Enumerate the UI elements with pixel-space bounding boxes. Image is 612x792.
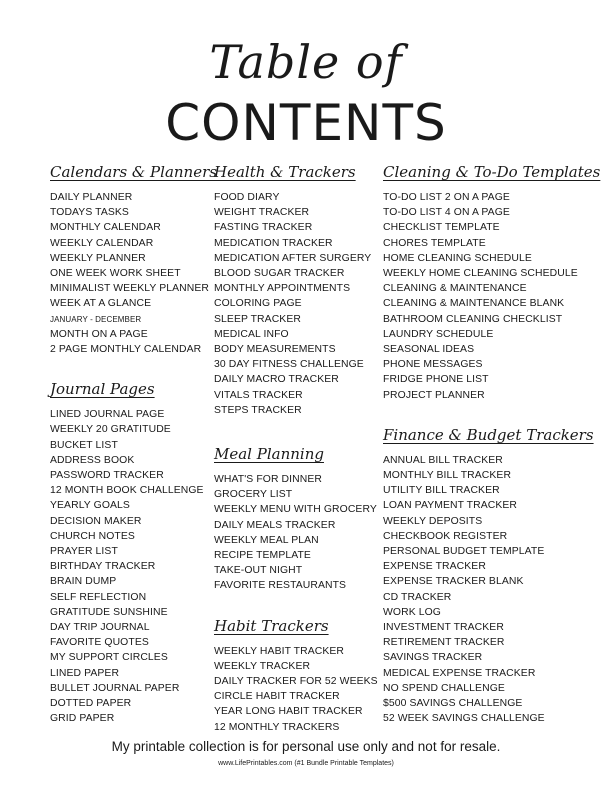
toc-item: BRAIN DUMP xyxy=(50,576,117,588)
toc-section xyxy=(214,162,382,418)
toc-item: DAILY MACRO TRACKER xyxy=(214,374,339,386)
toc-item: WEEKLY MENU WITH GROCERY xyxy=(214,504,377,516)
toc-item: NO SPEND CHALLENGE xyxy=(383,682,505,694)
toc-item: LINED PAPER xyxy=(50,667,120,679)
toc-item: YEAR LONG HABIT TRACKER xyxy=(214,706,363,718)
toc-item: CLEANING & MAINTENANCE xyxy=(383,283,527,295)
toc-item: ONE WEEK WORK SHEET xyxy=(50,268,181,280)
toc-item: WEEKLY HOME CLEANING SCHEDULE xyxy=(383,268,578,280)
toc-item: BULLET JOURNAL PAPER xyxy=(50,682,180,694)
toc-item: TO-DO LIST 2 ON A PAGE xyxy=(383,192,510,203)
toc-item: FAVORITE RESTAURANTS xyxy=(214,580,347,592)
toc-list xyxy=(214,644,382,735)
toc-item: BIRTHDAY TRACKER xyxy=(50,561,156,573)
toc-item: WEIGHT TRACKER xyxy=(214,207,310,219)
toc-section xyxy=(50,162,217,357)
toc-item: WHAT'S FOR DINNER xyxy=(214,474,322,486)
toc-item: WEEKLY 20 GRATITUDE xyxy=(50,424,171,436)
toc-item: ADDRESS BOOK xyxy=(50,454,135,466)
toc-item: WEEKLY DEPOSITS xyxy=(383,515,483,527)
toc-item: TO-DO LIST 4 ON A PAGE xyxy=(383,207,510,219)
toc-item: FOOD DIARY xyxy=(214,192,280,203)
toc-item: GRATITUDE SUNSHINE xyxy=(50,606,168,618)
toc-item: SLEEP TRACKER xyxy=(214,313,301,325)
toc-item: FASTING TRACKER xyxy=(214,222,313,234)
toc-item: MINIMALIST WEEKLY PLANNER xyxy=(50,283,209,295)
toc-item: 12 MONTHLY TRACKERS xyxy=(214,721,340,733)
toc-item: BUCKET LIST xyxy=(50,439,118,451)
toc-section xyxy=(383,162,601,403)
toc-item: SELF REFLECTION xyxy=(50,591,147,603)
title-script: Table of xyxy=(209,35,403,89)
toc-item: FRIDGE PHONE LIST xyxy=(383,374,489,386)
toc-item: DAILY PLANNER xyxy=(50,192,133,203)
toc-item: BODY MEASUREMENTS xyxy=(214,344,336,356)
toc-item: MONTHLY BILL TRACKER xyxy=(383,470,512,482)
toc-item: 52 WEEK SAVINGS CHALLENGE xyxy=(383,713,545,725)
section-heading: Meal Planning xyxy=(214,445,324,464)
toc-item: INVESTMENT TRACKER xyxy=(383,622,504,634)
toc-item: MONTHLY APPOINTMENTS xyxy=(214,283,351,295)
section-heading: Health & Trackers xyxy=(214,163,356,181)
toc-item: DECISION MAKER xyxy=(50,515,142,527)
toc-section xyxy=(50,379,210,726)
toc-item: TODAYS TASKS xyxy=(50,207,129,219)
toc-item: MY SUPPORT CIRCLES xyxy=(50,652,168,664)
toc-item: 30 DAY FITNESS CHALLENGE xyxy=(214,359,364,371)
toc-item: MONTHLY CALENDAR xyxy=(50,222,161,234)
toc-item: PERSONAL BUDGET TEMPLATE xyxy=(383,546,545,558)
toc-item: GROCERY LIST xyxy=(214,489,293,501)
toc-item: MEDICAL EXPENSE TRACKER xyxy=(383,667,536,679)
toc-section xyxy=(383,425,594,727)
toc-list xyxy=(214,472,382,594)
toc-item: RECIPE TEMPLATE xyxy=(214,550,311,562)
column-2 xyxy=(214,162,382,753)
toc-item: CD TRACKER xyxy=(383,591,452,603)
toc-item: YEARLY GOALS xyxy=(50,500,130,512)
page-title: CONTENTS xyxy=(165,94,447,152)
toc-item: 2 PAGE MONTHLY CALENDAR xyxy=(50,344,202,356)
toc-item: PROJECT PLANNER xyxy=(383,389,485,401)
toc-item: MEDICATION AFTER SURGERY xyxy=(214,252,372,264)
section-heading: Calendars & Planners xyxy=(50,163,217,181)
toc-item: WEEKLY MEAL PLAN xyxy=(214,534,319,546)
toc-item: PHONE MESSAGES xyxy=(383,359,483,371)
toc-item: BATHROOM CLEANING CHECKLIST xyxy=(383,313,563,325)
toc-item: DOTTED PAPER xyxy=(50,698,132,710)
toc-item: ANNUAL BILL TRACKER xyxy=(383,454,503,466)
toc-section xyxy=(214,444,382,594)
toc-list xyxy=(50,407,210,726)
toc-item: SAVINGS TRACKER xyxy=(383,652,483,664)
toc-item: CHECKLIST TEMPLATE xyxy=(383,222,500,234)
toc-item: WEEKLY TRACKER xyxy=(214,660,311,672)
toc-item: MEDICATION TRACKER xyxy=(214,237,333,249)
toc-item: LAUNDRY SCHEDULE xyxy=(383,328,494,340)
toc-item: JANUARY - DECEMBER xyxy=(50,314,142,324)
toc-item: STEPS TRACKER xyxy=(214,404,302,416)
column-3 xyxy=(383,162,601,745)
toc-item: TAKE-OUT NIGHT xyxy=(214,565,303,577)
toc-item: 12 MONTH BOOK CHALLENGE xyxy=(50,485,204,497)
toc-item: WEEKLY CALENDAR xyxy=(50,237,154,249)
toc-item: CHORES TEMPLATE xyxy=(383,237,486,249)
toc-item: CHURCH NOTES xyxy=(50,530,135,542)
toc-item: PRAYER LIST xyxy=(50,546,118,558)
toc-item: MONTH ON A PAGE xyxy=(50,328,148,340)
toc-item: FAVORITE QUOTES xyxy=(50,637,149,649)
column-1 xyxy=(50,162,217,745)
toc-item: DAILY TRACKER FOR 52 WEEKS xyxy=(214,676,378,688)
toc-item: $500 SAVINGS CHALLENGE xyxy=(383,698,523,710)
section-heading: Cleaning & To-Do Templates xyxy=(383,163,601,181)
toc-item: CIRCLE HABIT TRACKER xyxy=(214,691,340,703)
toc-item: VITALS TRACKER xyxy=(214,389,303,401)
toc-item: COLORING PAGE xyxy=(214,298,302,310)
toc-item: LINED JOURNAL PAGE xyxy=(50,409,165,421)
toc-item: RETIREMENT TRACKER xyxy=(383,637,505,649)
section-heading: Finance & Budget Trackers xyxy=(383,425,594,444)
toc-item: UTILITY BILL TRACKER xyxy=(383,485,500,497)
toc-item: CLEANING & MAINTENANCE BLANK xyxy=(383,298,565,310)
toc-list xyxy=(383,453,583,727)
toc-list xyxy=(214,190,382,418)
footer-note: My printable collection is for personal use only and not for resale. xyxy=(111,739,501,754)
toc-item: HOME CLEANING SCHEDULE xyxy=(383,252,532,264)
toc-item: WEEK AT A GLANCE xyxy=(50,298,152,310)
toc-item: BLOOD SUGAR TRACKER xyxy=(214,268,345,280)
toc-item: LOAN PAYMENT TRACKER xyxy=(383,500,518,512)
toc-item: DAY TRIP JOURNAL xyxy=(50,622,150,634)
toc-item: PASSWORD TRACKER xyxy=(50,470,164,482)
footer-url: www.LifePrintables.com (#1 Bundle Printable Templates) xyxy=(218,760,394,767)
toc-item: WEEKLY PLANNER xyxy=(50,252,146,264)
toc-list xyxy=(383,190,583,403)
toc-list xyxy=(50,190,210,357)
toc-item: EXPENSE TRACKER xyxy=(383,561,486,573)
section-heading: Habit Trackers xyxy=(214,616,329,635)
toc-item: MEDICAL INFO xyxy=(214,328,289,340)
toc-item: GRID PAPER xyxy=(50,713,115,725)
toc-item: WEEKLY HABIT TRACKER xyxy=(214,645,344,657)
toc-item: EXPENSE TRACKER BLANK xyxy=(383,576,524,588)
toc-section xyxy=(214,616,382,735)
toc-item: DAILY MEALS TRACKER xyxy=(214,519,336,531)
toc-item: WORK LOG xyxy=(383,606,441,618)
toc-item: SEASONAL IDEAS xyxy=(383,344,475,356)
section-heading: Journal Pages xyxy=(50,380,155,399)
toc-item: CHECKBOOK REGISTER xyxy=(383,530,508,542)
